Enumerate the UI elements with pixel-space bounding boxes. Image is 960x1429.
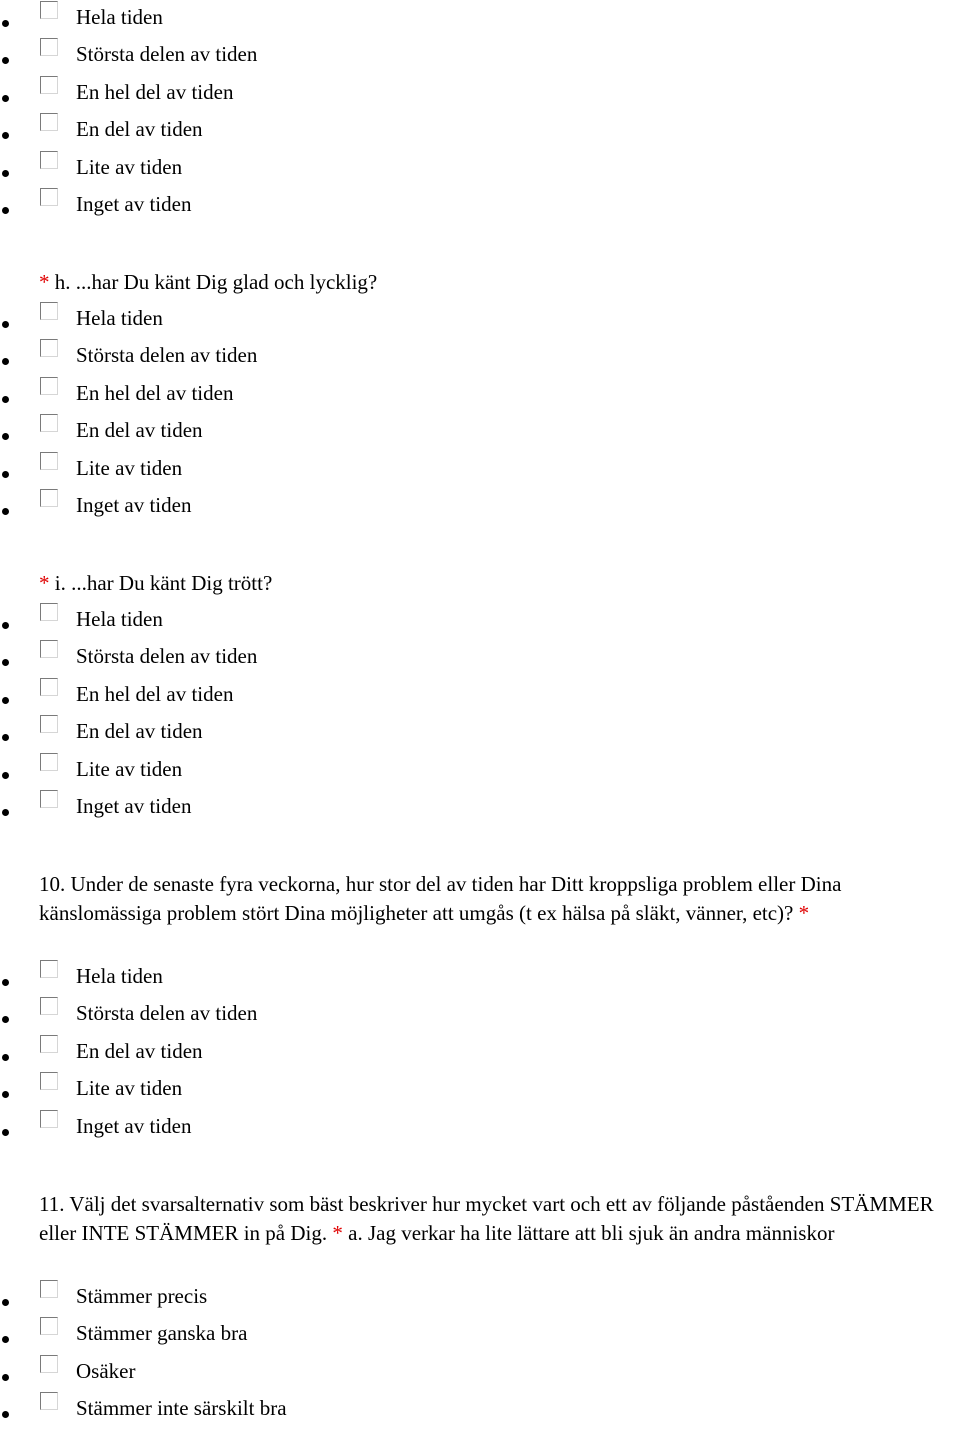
bullet-icon: [2, 697, 9, 704]
list-item: [0, 677, 600, 714]
list-item: [0, 1279, 600, 1316]
bullet-icon: [2, 358, 9, 365]
option-label[interactable]: Hela tiden: [76, 964, 163, 988]
checkbox[interactable]: [40, 1072, 58, 1090]
checkbox[interactable]: [40, 76, 58, 94]
option-label[interactable]: En hel del av tiden: [76, 79, 234, 104]
option-label[interactable]: En del av tiden: [76, 418, 203, 443]
bullet-icon: [2, 95, 9, 102]
bullet-icon: [2, 57, 9, 64]
checkbox[interactable]: [40, 1392, 58, 1410]
required-marker: *: [39, 571, 55, 595]
checkbox[interactable]: [40, 1355, 58, 1373]
list-item: [0, 150, 600, 187]
list-item: [0, 37, 600, 74]
bullet-icon: [2, 508, 9, 515]
option-list: [0, 301, 600, 525]
checkbox[interactable]: [40, 113, 58, 131]
list-item: [0, 714, 600, 751]
list-item: [0, 338, 600, 375]
bullet-icon: [2, 1336, 9, 1343]
checkbox[interactable]: [40, 790, 58, 808]
bullet-icon: [2, 1091, 9, 1098]
checkbox[interactable]: [40, 339, 58, 357]
option-label[interactable]: En hel del av tiden: [76, 681, 234, 706]
bullet-icon: [2, 1299, 9, 1306]
list-item: [0, 376, 600, 413]
bullet-icon: [2, 471, 9, 478]
bullet-icon: [2, 1016, 9, 1023]
required-marker: *: [39, 270, 55, 294]
list-item: [0, 413, 600, 450]
list-item: [0, 602, 600, 639]
checkbox[interactable]: [40, 678, 58, 696]
checkbox[interactable]: [40, 188, 58, 206]
option-label[interactable]: Hela tiden: [76, 5, 163, 29]
checkbox[interactable]: [40, 1317, 58, 1335]
list-item: [0, 752, 600, 789]
required-marker: *: [332, 1220, 343, 1245]
list-item: [0, 0, 600, 37]
option-label[interactable]: En del av tiden: [76, 117, 203, 142]
question-text: [39, 268, 960, 297]
question-text: [39, 1190, 960, 1247]
option-label[interactable]: Största delen av tiden: [76, 644, 258, 669]
option-label[interactable]: Inget av tiden: [76, 492, 192, 517]
bullet-icon: [2, 809, 9, 816]
option-label[interactable]: Lite av tiden: [76, 756, 183, 781]
checkbox[interactable]: [40, 997, 58, 1015]
list-item: [0, 1109, 600, 1146]
bullet-icon: [2, 20, 9, 27]
list-item: [0, 996, 600, 1033]
list-item: [0, 301, 600, 338]
checkbox[interactable]: [40, 452, 58, 470]
question-label: 10. Under de senaste fyra veckorna, hur stor del av tiden har Ditt kroppsliga problem eller Dina känslomässiga problem stört Dina möjligheter att umgås (t ex hälsa på släkt, vänner, etc)?: [39, 872, 842, 925]
option-list: [0, 602, 600, 826]
list-item: [0, 1391, 600, 1428]
bullet-icon: [2, 622, 9, 629]
checkbox[interactable]: [40, 715, 58, 733]
question-text: [39, 569, 960, 598]
checkbox[interactable]: [40, 640, 58, 658]
option-label[interactable]: En hel del av tiden: [76, 380, 234, 405]
list-item: [0, 451, 600, 488]
bullet-icon: [2, 772, 9, 779]
question-label: h. ...har Du känt Dig glad och lycklig?: [54, 270, 378, 294]
checkbox[interactable]: [40, 414, 58, 432]
list-item: [0, 789, 600, 826]
option-label[interactable]: En del av tiden: [76, 719, 203, 744]
bullet-icon: [2, 170, 9, 177]
checkbox[interactable]: [40, 1110, 58, 1128]
option-label[interactable]: Osäker: [76, 1358, 136, 1383]
list-item: [0, 1316, 600, 1353]
option-label[interactable]: Stämmer precis: [76, 1284, 208, 1308]
option-label[interactable]: Inget av tiden: [76, 793, 192, 818]
option-list: [0, 1279, 600, 1429]
bullet-icon: [2, 207, 9, 214]
list-item: [0, 75, 600, 112]
checkbox[interactable]: [40, 1280, 58, 1298]
option-label[interactable]: Största delen av tiden: [76, 42, 258, 67]
option-label[interactable]: Lite av tiden: [76, 1076, 183, 1101]
bullet-icon: [2, 659, 9, 666]
checkbox[interactable]: [40, 302, 58, 320]
bullet-icon: [2, 1129, 9, 1136]
checkbox[interactable]: [40, 753, 58, 771]
bullet-icon: [2, 1374, 9, 1381]
checkbox[interactable]: [40, 960, 58, 978]
option-label[interactable]: Största delen av tiden: [76, 343, 258, 368]
bullet-icon: [2, 132, 9, 139]
bullet-icon: [2, 321, 9, 328]
list-item: [0, 187, 600, 224]
list-item: [0, 959, 600, 996]
list-item: [0, 112, 600, 149]
bullet-icon: [2, 1411, 9, 1418]
option-label[interactable]: Lite av tiden: [76, 455, 183, 480]
bullet-icon: [2, 734, 9, 741]
list-item: [0, 1354, 600, 1391]
bullet-icon: [2, 979, 9, 986]
checkbox[interactable]: [40, 377, 58, 395]
option-label[interactable]: Hela tiden: [76, 306, 163, 330]
bullet-icon: [2, 396, 9, 403]
checkbox[interactable]: [40, 1, 58, 19]
option-label[interactable]: Lite av tiden: [76, 154, 183, 179]
option-label[interactable]: En del av tiden: [76, 1038, 203, 1063]
list-item: [0, 1071, 600, 1108]
checkbox[interactable]: [40, 1035, 58, 1053]
option-label[interactable]: Hela tiden: [76, 607, 163, 631]
checkbox[interactable]: [40, 603, 58, 621]
bullet-icon: [2, 1054, 9, 1061]
option-label[interactable]: Största delen av tiden: [76, 1001, 258, 1026]
option-label[interactable]: Stämmer inte särskilt bra: [76, 1396, 287, 1421]
checkbox[interactable]: [40, 151, 58, 169]
option-label[interactable]: Inget av tiden: [76, 1113, 192, 1138]
list-item: [0, 1034, 600, 1071]
option-label[interactable]: Stämmer ganska bra: [76, 1321, 248, 1346]
required-marker: *: [798, 900, 810, 925]
list-item: [0, 488, 600, 525]
question-text: [39, 870, 960, 927]
bullet-icon: [2, 433, 9, 440]
question-label: i. ...har Du känt Dig trött?: [54, 571, 273, 595]
question-label: 11. Välj det svarsalternativ som bäst beskriver hur mycket vart och ett av följande påståenden STÄMMER eller INTE STÄMMER in på Dig.: [39, 1192, 934, 1245]
sub-question-label: a. Jag verkar ha lite lättare att bli sjuk än andra människor: [342, 1220, 835, 1245]
option-list: [0, 959, 600, 1146]
option-list: [0, 0, 600, 224]
option-label[interactable]: Inget av tiden: [76, 191, 192, 216]
checkbox[interactable]: [40, 489, 58, 507]
list-item: [0, 639, 600, 676]
checkbox[interactable]: [40, 38, 58, 56]
